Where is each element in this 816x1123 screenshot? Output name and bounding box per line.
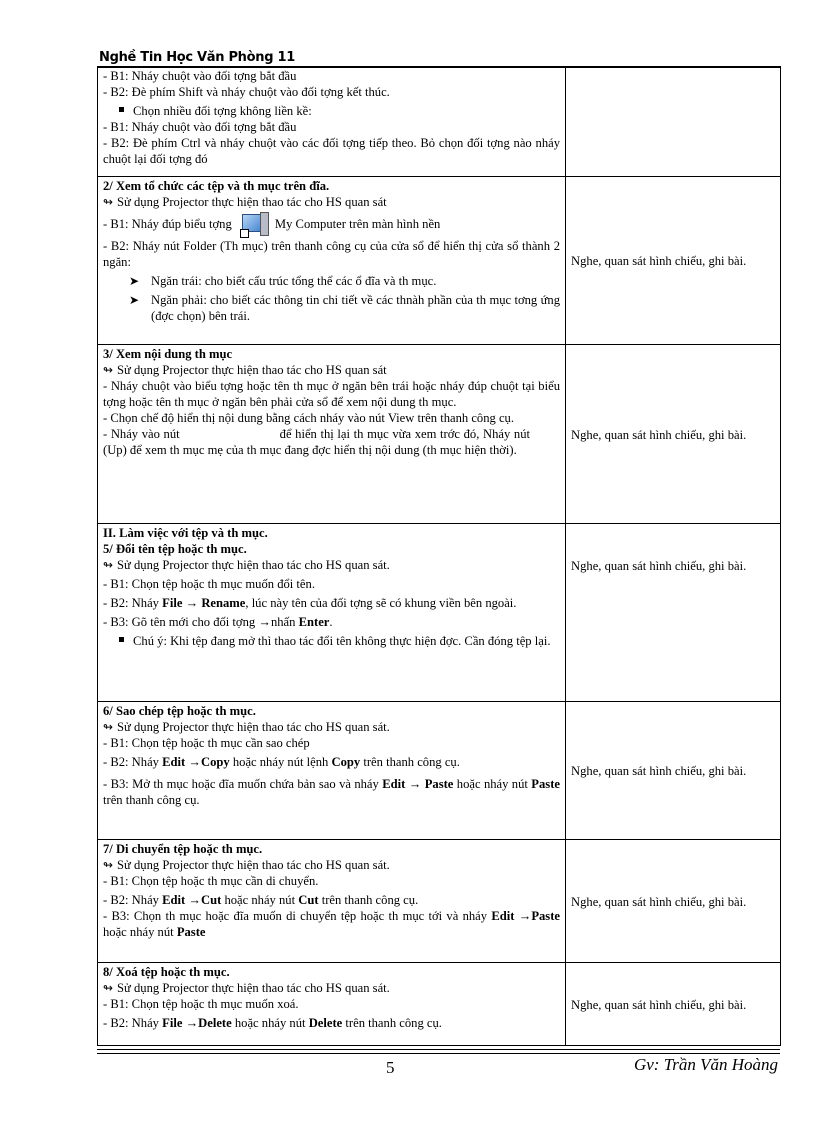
text-line: ↬ Sử dụng Projector thực hiện thao tác cho HS quan sát bbox=[103, 363, 387, 377]
table-row bbox=[98, 67, 781, 177]
content-cell bbox=[98, 67, 566, 177]
right-arrow-icon: → bbox=[188, 755, 201, 769]
author-name: Gv: Trần Văn Hoàng bbox=[633, 1055, 778, 1074]
section-heading: 7/ Di chuyển tệp hoặc th mục. bbox=[103, 842, 263, 856]
pointer-hand-icon: ↬ bbox=[103, 363, 114, 377]
section-heading: 6/ Sao chép tệp hoặc th mục. bbox=[103, 704, 256, 718]
activity-cell bbox=[566, 345, 781, 524]
pointer-hand-icon: ↬ bbox=[103, 981, 114, 995]
content-cell bbox=[98, 702, 566, 840]
text-line: ↬ Sử dụng Projector thực hiện thao tác cho HS quan sát. bbox=[103, 981, 390, 995]
activity-note: Nghe, quan sát hình chiếu, ghi bài. bbox=[571, 559, 747, 573]
square-bullet-icon bbox=[119, 637, 124, 642]
activity-cell bbox=[566, 67, 781, 177]
text-line: - B1: Nháy đúp biểu tợng My Computer trên màn hình nền bbox=[103, 212, 560, 238]
section-heading: 2/ Xem tổ chức các tệp và th mục trên đĩa. bbox=[103, 179, 330, 193]
text-line: - B1: Nháy chuột vào đối tợng bắt đầu bbox=[103, 69, 297, 83]
text-line: ↬ Sử dụng Projector thực hiện thao tác cho HS quan sát. bbox=[103, 858, 390, 872]
arrow-bullet-item: ➤ Ngăn phải: cho biết các thông tin chi tiết về các thnàh phần của th mục tơng ứng (đợc chọn) bên trái. bbox=[129, 293, 560, 323]
text-line: - Nháy chuột vào biểu tợng hoặc tên th mục ở ngăn bên trái hoặc nháy đúp chuột tại biểu tợng hoặc tên th mục ở ngăn bên phải cửa sổ để xem nội dung th mục. bbox=[103, 379, 560, 409]
right-arrow-icon: → bbox=[185, 596, 199, 610]
activity-note: Nghe, quan sát hình chiếu, ghi bài. bbox=[571, 764, 747, 778]
pointer-hand-icon: ↬ bbox=[103, 195, 114, 209]
text-line: ↬ Sử dụng Projector thực hiện thao tác cho HS quan sát bbox=[103, 195, 387, 209]
bullet-item: Chú ý: Khi tệp đang mở thì thao tác đổi tên không thực hiện đợc. Cần đóng tệp lại. bbox=[103, 633, 560, 649]
bullet-item: Chọn nhiều đối tợng không liền kề: bbox=[103, 103, 560, 119]
text-line: - B1: Chọn tệp hoặc th mục cần di chuyển. bbox=[103, 874, 319, 888]
text-line: - B3: Gõ tên mới cho đối tợng →nhấn Enter. bbox=[103, 615, 333, 629]
content-cell bbox=[98, 177, 566, 345]
right-arrow-icon: → bbox=[258, 615, 271, 629]
square-bullet-icon bbox=[119, 107, 124, 112]
section-heading: 3/ Xem nội dung th mục bbox=[103, 347, 233, 361]
footer-rule bbox=[97, 1049, 780, 1050]
footer-rule bbox=[97, 1053, 780, 1054]
table-row bbox=[98, 524, 781, 702]
section-heading: II. Làm việc với tệp và th mục. bbox=[103, 526, 268, 540]
pointer-hand-icon: ↬ bbox=[103, 720, 114, 734]
right-arrow-icon: → bbox=[188, 893, 201, 907]
page-number: 5 bbox=[386, 1058, 395, 1077]
right-arrow-icon: → bbox=[185, 1016, 199, 1030]
text-line: - B1: Chọn tệp hoặc th mục muốn đổi tên. bbox=[103, 577, 315, 591]
pointer-hand-icon: ↬ bbox=[103, 558, 114, 572]
pointer-hand-icon: ↬ bbox=[103, 858, 114, 872]
text-line: ↬ Sử dụng Projector thực hiện thao tác cho HS quan sát. bbox=[103, 720, 390, 734]
text-line: - B2: Đè phím Ctrl và nháy chuột vào các đối tợng tiếp theo. Bỏ chọn đối tợng nào nháy chuột lại đối tợng đó bbox=[103, 136, 560, 166]
table-row bbox=[98, 177, 781, 345]
content-cell bbox=[98, 963, 566, 1046]
my-computer-icon bbox=[240, 212, 270, 238]
lesson-table bbox=[97, 66, 781, 1046]
text-line: ↬ Sử dụng Projector thực hiện thao tác cho HS quan sát. bbox=[103, 558, 390, 572]
text-line: - Chọn chế độ hiển thị nội dung bằng cách nháy vào nút View trên thanh công cụ. bbox=[103, 411, 515, 425]
text-line: - B1: Chọn tệp hoặc th mục cần sao chép bbox=[103, 736, 310, 750]
content-cell bbox=[98, 840, 566, 963]
section-heading: 5/ Đổi tên tệp hoặc th mục. bbox=[103, 542, 247, 556]
activity-note: Nghe, quan sát hình chiếu, ghi bài. bbox=[571, 997, 747, 1012]
activity-cell bbox=[566, 702, 781, 840]
text-line: - B3: Chọn th mục hoặc đĩa muốn di chuyển tệp hoặc th mục tới và nháy Edit →Paste hoặc nháy nút Paste bbox=[103, 909, 560, 939]
table-row bbox=[98, 963, 781, 1046]
text-line: - B2: Nháy File →Delete hoặc nháy nút Delete trên thanh công cụ. bbox=[103, 1016, 442, 1030]
content-cell bbox=[98, 345, 566, 524]
text-line: - B2: Nháy Edit →Copy hoặc nháy nút lệnh Copy trên thanh công cụ. bbox=[103, 755, 460, 769]
activity-note: Nghe, quan sát hình chiếu, ghi bài. bbox=[571, 427, 747, 442]
table-row bbox=[98, 840, 781, 963]
table-row bbox=[98, 345, 781, 524]
activity-cell bbox=[566, 840, 781, 963]
text-line: - Nháy vào nút để hiển thị lại th mục vừa xem trớc đó, Nháy nút(Up) để xem th mục mẹ của th mục đang đợc hiển thị nội dung (th mục hiện thời). bbox=[103, 427, 530, 457]
activity-note: Nghe, quan sát hình chiếu, ghi bài. bbox=[571, 894, 747, 909]
activity-cell bbox=[566, 963, 781, 1046]
text-line: - B2: Nháy nút Folder (Th mục) trên thanh công cụ của cửa sổ để hiển thị cửa sổ thành 2 ngăn: bbox=[103, 239, 560, 269]
content-cell bbox=[98, 524, 566, 702]
text-line: - B2: Nháy Edit →Cut hoặc nháy nút Cut trên thanh công cụ. bbox=[103, 893, 419, 907]
arrowhead-bullet-icon: ➤ bbox=[129, 274, 140, 288]
arrow-bullet-item: ➤ Ngăn trái: cho biết cấu trúc tổng thể các ổ đĩa và th mục. bbox=[129, 274, 437, 288]
activity-cell bbox=[566, 524, 781, 702]
arrowhead-bullet-icon: ➤ bbox=[129, 293, 140, 307]
section-heading: 8/ Xoá tệp hoặc th mục. bbox=[103, 965, 230, 979]
text-line: - B2: Đè phím Shift và nháy chuột vào đối tợng kết thúc. bbox=[103, 85, 390, 99]
header-title: Nghề Tin Học Văn Phòng 11 bbox=[99, 50, 295, 65]
activity-note: Nghe, quan sát hình chiếu, ghi bài. bbox=[571, 254, 747, 268]
right-arrow-icon: → bbox=[408, 777, 422, 791]
right-arrow-icon: → bbox=[518, 909, 532, 923]
text-line: - B1: Chọn tệp hoặc th mục muốn xoá. bbox=[103, 997, 299, 1011]
table-row bbox=[98, 702, 781, 840]
text-line: - B1: Nháy chuột vào đối tợng bắt đầu bbox=[103, 120, 297, 134]
activity-cell bbox=[566, 177, 781, 345]
text-line: - B2: Nháy File → Rename, lúc này tên của đối tợng sẽ có khung viền bên ngoài. bbox=[103, 596, 517, 610]
text-line: - B3: Mở th mục hoặc đĩa muốn chứa bản sao và nháy Edit → Paste hoặc nháy nút Paste trên thanh công cụ. bbox=[103, 777, 560, 807]
